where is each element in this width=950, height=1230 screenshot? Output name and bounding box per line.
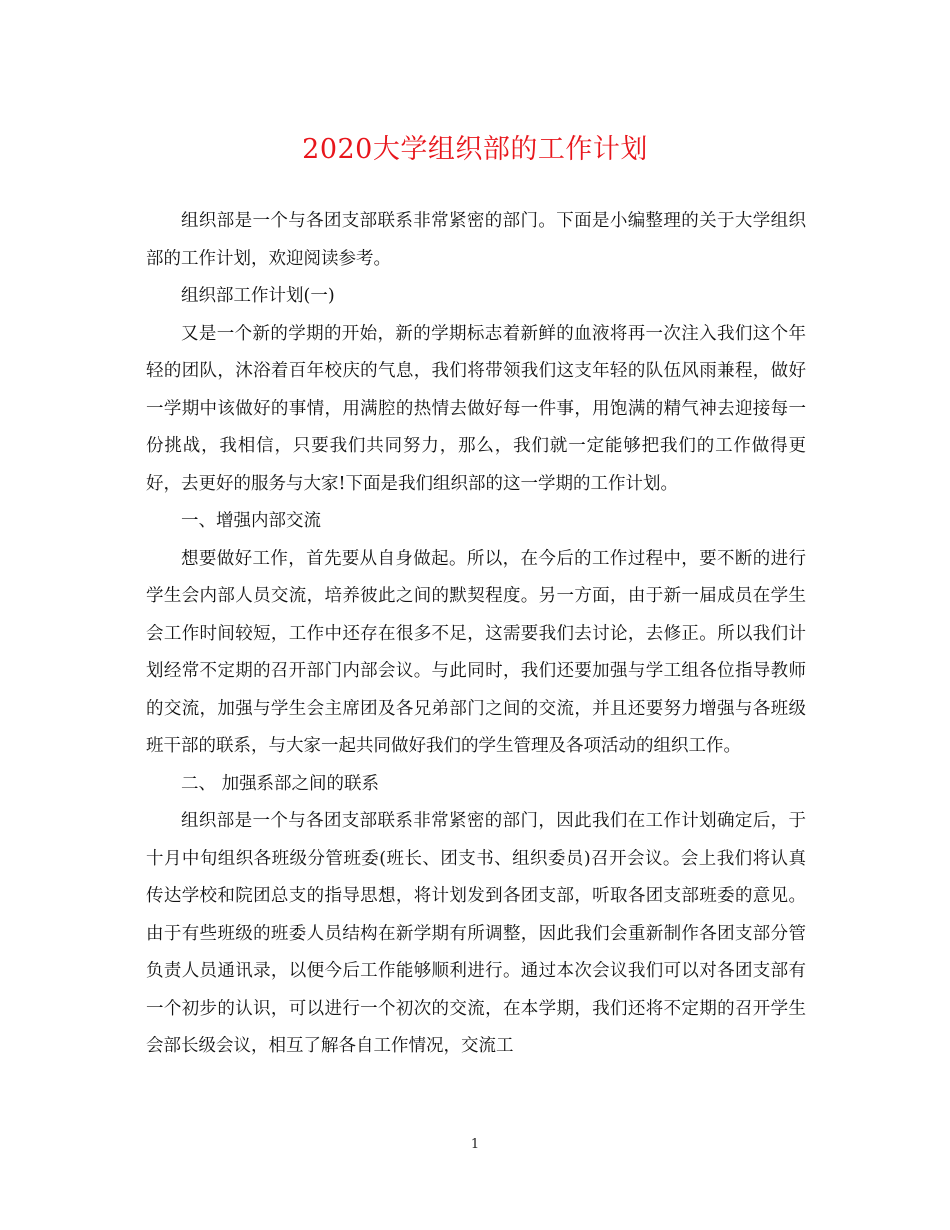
section-heading-department-contact: 二、 加强系部之间的联系 [181,773,380,794]
internal-communication-paragraph: 想要做好工作，首先要从自身做起。所以，在今后的工作过程中，要不断的进行学生会内部人员交流，培养彼此之间的默契程度。另一方面，由于新一届成员在学生会工作时间较短，工作中还存在很多不足，这需要我们去讨论，去修正。所以我们计划经常不定期的召开部门内部会议。与此同时，我们还要加强与学工组各位指导教师的交流，加强与学生会主席团及各兄弟部门之间的交流，并且还要努力增强与各班级班干部的联系，与大家一起共同做好我们的学生管理及各项活动的组织工作。 [146,548,806,756]
document-body [146,203,806,1066]
section-heading-plan-one: 组织部工作计划(一) [181,286,335,306]
document-title: 2020大学组织部的工作计划 [302,134,648,165]
department-contact-paragraph: 组织部是一个与各团支部联系非常紧密的部门，因此我们在工作计划确定后，于十月中旬组织各班级分管班委(班长、团支书、组织委员)召开会议。会上我们将认真传达学校和院团总支的指导思想，将计划发到各团支部，听取各团支部班委的意见。由于有些班级的班委人员结构在新学期有所调整，因此我们会重新制作各团支部分管负责人员通讯录，以便今后工作能够顺利进行。通过本次会议我们可以对各团支部有一个初步的认识，可以进行一个初次的交流，在本学期，我们还将不定期的召开学生会部长级会议，相互了解各自工作情况，交流工 [146,811,806,1056]
page-number: 1 [470,1137,480,1152]
section-heading-internal-communication: 一、增强内部交流 [181,511,321,531]
opening-paragraph: 又是一个新的学期的开始，新的学期标志着新鲜的血液将再一次注入我们这个年轻的团队，沐浴着百年校庆的气息，我们将带领我们这支年轻的队伍风雨兼程，做好一学期中该做好的事情，用满腔的热情去做好每一件事，用饱满的精气神去迎接每一份挑战，我相信，只要我们共同努力，那么，我们就一定能够把我们的工作做得更好，去更好的服务与大家!下面是我们组织部的这一学期的工作计划。 [146,323,806,494]
intro-paragraph: 组织部是一个与各团支部联系非常紧密的部门。下面是小编整理的关于大学组织部的工作计划，欢迎阅读参考。 [146,211,806,269]
